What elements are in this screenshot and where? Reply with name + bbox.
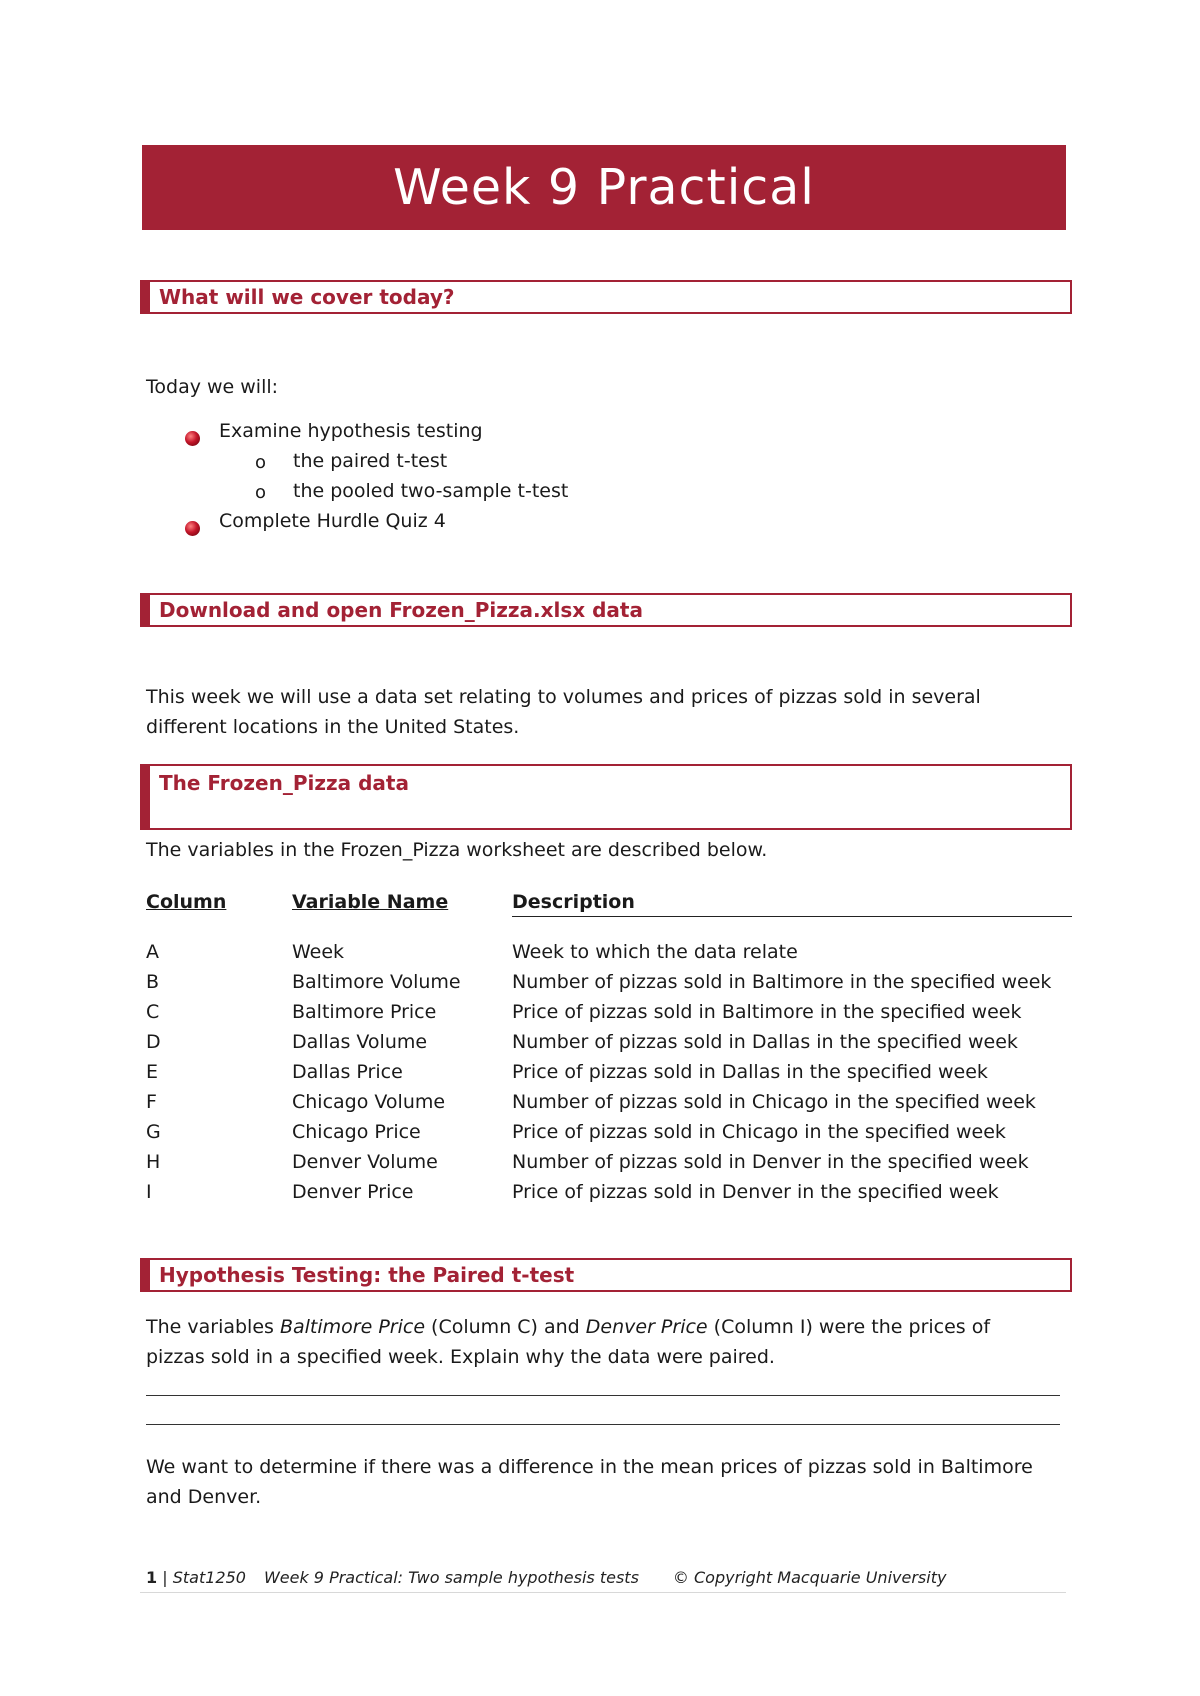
bullet-item: Complete Hurdle Quiz 4 <box>219 510 446 532</box>
cell-column: A <box>146 941 159 963</box>
cell-column: E <box>146 1061 159 1083</box>
page-number: 1 <box>146 1568 158 1587</box>
variables-table <box>146 888 1072 1207</box>
table-header-row <box>146 888 1072 917</box>
section-heading-text: Download and open Frozen_Pizza.xlsx data <box>159 598 643 622</box>
cell-description: Week to which the data relate <box>512 941 798 963</box>
cell-description: Price of pizzas sold in Chicago in the specified week <box>512 1121 1006 1143</box>
download-paragraph <box>146 682 981 742</box>
table-row <box>146 1147 1072 1177</box>
answer-line <box>146 1395 1060 1396</box>
table-row <box>146 967 1072 997</box>
bullet-dot-icon <box>185 521 200 536</box>
table-row <box>146 1027 1072 1057</box>
column-header: Column <box>146 891 227 914</box>
data-intro-text: The variables in the Frozen_Pizza worksheet are described below. <box>146 839 768 861</box>
footer-separator: | <box>157 1568 173 1587</box>
variable-name: Denver Price <box>585 1316 708 1338</box>
cell-description: Price of pizzas sold in Dallas in the specified week <box>512 1061 988 1083</box>
paragraph-text: (Column I) were the prices of <box>707 1316 991 1338</box>
section-heading-text: What will we cover today? <box>159 285 455 309</box>
cell-column: D <box>146 1031 161 1053</box>
footer-divider <box>140 1592 1066 1593</box>
table-row <box>146 997 1072 1027</box>
bullet-dot-icon <box>185 431 200 446</box>
table-row <box>146 1087 1072 1117</box>
column-header: Description <box>512 888 1072 917</box>
section-heading-cover <box>140 280 1072 314</box>
sub-bullet-marker: o <box>255 482 267 503</box>
cell-variable-name: Denver Volume <box>292 1151 438 1173</box>
cell-description: Price of pizzas sold in Baltimore in the specified week <box>512 1001 1022 1023</box>
paragraph-line: This week we will use a data set relating to volumes and prices of pizzas sold in several <box>146 686 981 708</box>
cell-variable-name: Denver Price <box>292 1181 414 1203</box>
section-heading-text: Hypothesis Testing: the Paired t-test <box>159 1263 575 1287</box>
cell-variable-name: Chicago Price <box>292 1121 421 1143</box>
table-row <box>146 1177 1072 1207</box>
cell-column: C <box>146 1001 160 1023</box>
cell-column: F <box>146 1091 157 1113</box>
paragraph-line: different locations in the United States. <box>146 716 520 738</box>
paragraph-text: The variables <box>146 1316 280 1338</box>
paragraph-line: pizzas sold in a specified week. Explain why the data were paired. <box>146 1346 775 1368</box>
table-row <box>146 937 1072 967</box>
paired-paragraph <box>146 1312 990 1372</box>
mean-difference-paragraph <box>146 1452 1033 1512</box>
cell-variable-name: Chicago Volume <box>292 1091 446 1113</box>
course-code: Stat1250 <box>172 1568 246 1587</box>
cell-description: Price of pizzas sold in Denver in the specified week <box>512 1181 999 1203</box>
sub-bullet-marker: o <box>255 452 267 473</box>
table-row <box>146 1117 1072 1147</box>
copyright-text: © Copyright Macquarie University <box>672 1568 947 1587</box>
page-footer <box>146 1568 946 1587</box>
table-row <box>146 1057 1072 1087</box>
cell-description: Number of pizzas sold in Baltimore in the specified week <box>512 971 1052 993</box>
section-heading-download <box>140 593 1072 627</box>
cell-variable-name: Baltimore Volume <box>292 971 461 993</box>
paragraph-line: We want to determine if there was a difference in the mean prices of pizzas sold in Baltimore <box>146 1456 1033 1478</box>
intro-text: Today we will: <box>146 376 279 398</box>
bullet-item: Examine hypothesis testing <box>219 420 483 442</box>
variable-name: Baltimore Price <box>279 1316 426 1338</box>
page-title: Week 9 Practical <box>142 145 1066 230</box>
cell-column: I <box>146 1181 152 1203</box>
paragraph-text: (Column C) and <box>425 1316 586 1338</box>
cell-column: B <box>146 971 160 993</box>
cell-variable-name: Week <box>292 941 345 963</box>
cell-description: Number of pizzas sold in Chicago in the specified week <box>512 1091 1036 1113</box>
cell-description: Number of pizzas sold in Denver in the specified week <box>512 1151 1029 1173</box>
cell-description: Number of pizzas sold in Dallas in the specified week <box>512 1031 1018 1053</box>
cell-column: G <box>146 1121 161 1143</box>
section-heading-text: The Frozen_Pizza data <box>159 771 409 795</box>
section-heading-paired <box>140 1258 1072 1292</box>
cell-column: H <box>146 1151 161 1173</box>
document-title: Week 9 Practical: Two sample hypothesis tests <box>263 1568 639 1587</box>
cell-variable-name: Dallas Volume <box>292 1031 428 1053</box>
section-heading-data <box>140 764 1072 830</box>
cell-variable-name: Baltimore Price <box>292 1001 437 1023</box>
table-body <box>146 937 1072 1207</box>
paragraph-line: and Denver. <box>146 1486 262 1508</box>
cell-variable-name: Dallas Price <box>292 1061 403 1083</box>
sub-bullet-item: the pooled two-sample t-test <box>293 480 569 502</box>
sub-bullet-item: the paired t-test <box>293 450 448 472</box>
column-header: Variable Name <box>292 891 449 914</box>
answer-line <box>146 1424 1060 1425</box>
